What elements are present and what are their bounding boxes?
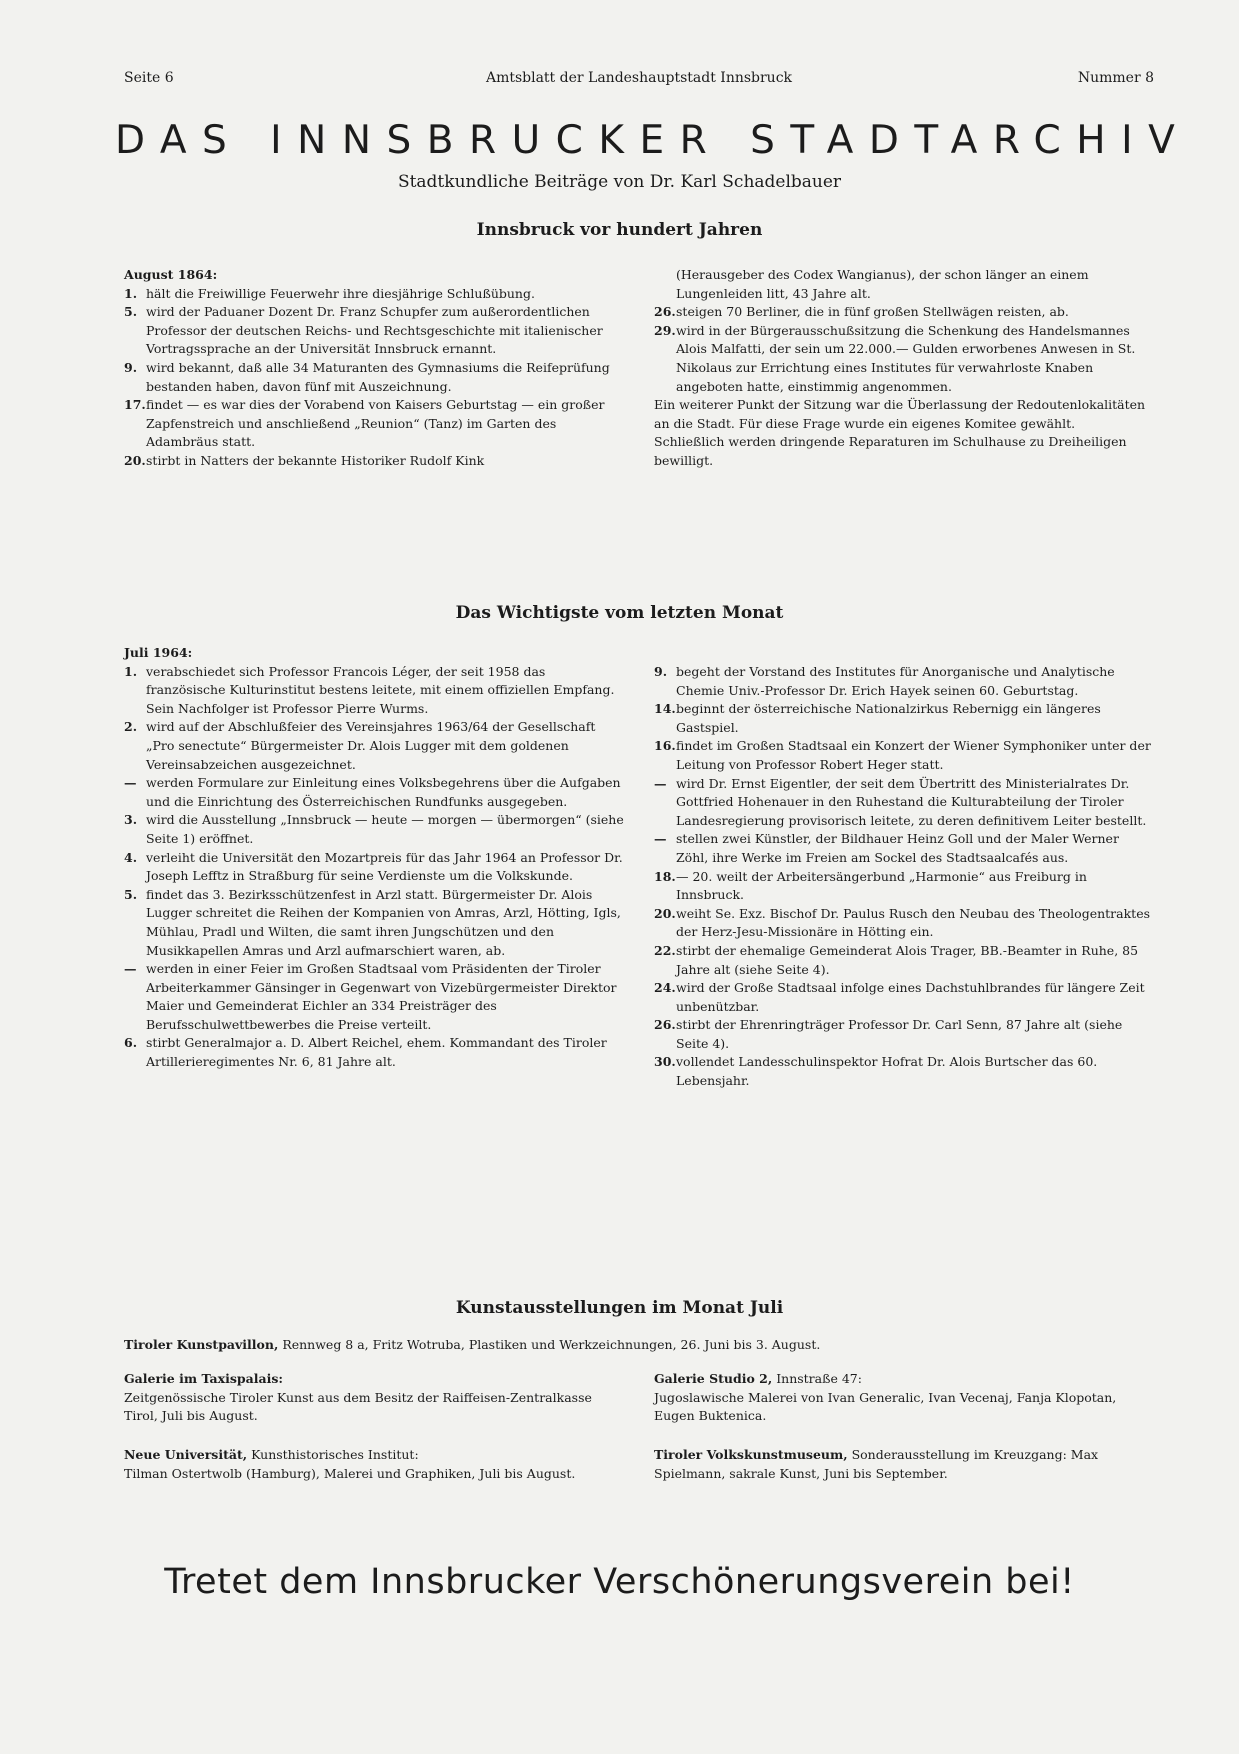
entry-text: findet — es war dies der Vorabend von Kaisers Geburtstag — ein großer Zapfenstreich und anschließend „Reunion“ (Tanz) im Garten des Adambräus statt.: [146, 397, 605, 450]
exhibition-text: Tilman Ostertwolb (Hamburg), Malerei und Graphiken, Juli bis August.: [124, 1465, 576, 1481]
chronicle-entry: [124, 663, 624, 719]
exhibition-volkskunstmuseum: [654, 1446, 1154, 1483]
exhibition-name: Tiroler Kunstpavillon,: [124, 1337, 279, 1352]
entry-text: — 20. weilt der Arbeitersängerbund „Harmonie“ aus Freiburg in Innsbruck.: [676, 868, 1087, 903]
entry-text: wird bekannt, daß alle 34 Maturanten des Gymnasiums die Reifeprüfung bestanden haben, davon fünf mit Auszeichnung.: [146, 359, 610, 394]
entry-day: 9.: [124, 359, 138, 375]
entry-text: begeht der Vorstand des Institutes für Anorganische und Analytische Chemie Univ.-Professor Dr. Erich Hayek seinen 60. Geburtstag.: [676, 664, 1115, 698]
chronicle-entry: [654, 830, 1154, 867]
chronicle-entry: [654, 737, 1154, 774]
entry-day: —: [654, 831, 667, 847]
entry-day: 5.: [124, 886, 138, 902]
entry-text: findet im Großen Stadtsaal ein Konzert der Wiener Symphoniker unter der Leitung von Professor Robert Heger statt.: [676, 738, 1151, 772]
entry-day: 14.: [654, 701, 676, 717]
exhibition-name: Galerie Studio 2,: [654, 1371, 773, 1386]
chronicle-entry: [654, 700, 1154, 737]
exhibition-studio2: [654, 1370, 1154, 1426]
entry-text: stirbt in Natters der bekannte Historiker Rudolf Kink: [146, 452, 485, 468]
chronicle-entry: [654, 322, 1154, 396]
exhibition-location: Innstraße 47:: [772, 1371, 862, 1386]
chronicle-entry: [124, 774, 624, 811]
chronicle-entry: [654, 1016, 1154, 1053]
entry-text: wird die Ausstellung „Innsbruck — heute — morgen — übermorgen“ (siehe Seite 1) eröffnet.: [146, 812, 624, 846]
entry-day: 5.: [124, 304, 138, 320]
entry-text: steigen 70 Berliner, die in fünf großen Stellwägen reisten, ab.: [676, 304, 1069, 320]
entry-day: 20.: [124, 452, 146, 468]
exhibition-taxispalais: [124, 1370, 624, 1426]
section-heading-exhibitions: Kunstausstellungen im Monat Juli: [455, 1298, 784, 1318]
entry-text: stirbt der Ehrenringträger Professor Dr. Carl Senn, 87 Jahre alt (siehe Seite 4).: [676, 1017, 1123, 1051]
entry-day: 24.: [654, 980, 676, 996]
entry-text: werden in einer Feier im Großen Stadtsaal vom Präsidenten der Tiroler Arbeiterkammer Gänsinger in Gegenwart von Vizebürgermeister Direktor Maier und Gemeinderat Eichler an 334 Preisträger des Berufsschulwettbewerbes die Preise verteilt.: [146, 961, 617, 1032]
chronicle-entry: [124, 960, 624, 1034]
entry-day: 17.: [124, 397, 146, 413]
entry-day: 26.: [654, 1017, 676, 1033]
issue-number: Nummer 8: [1077, 70, 1154, 86]
chronicle-entry: [654, 266, 1154, 303]
entry-text: wird auf der Abschlußfeier des Vereinsjahres 1963/64 der Gesellschaft „Pro senectute“ Bürgermeister Dr. Alois Lugger mit dem goldenen Vereinsabzeichen ausgezeichnet.: [146, 719, 596, 772]
entry-day: 2.: [124, 719, 138, 735]
section2-right-column: [654, 663, 1154, 1091]
entry-text: findet das 3. Bezirksschützenfest in Arzl statt. Bürgermeister Dr. Alois Lugger schreitet die Reihen der Kompanien von Amras, Arzl, Hötting, Igls, Mühlau, Pradl und Wilten, die samt ihren Jungschützen und den Musikkapellen Amras und Arzl aufmarschiert waren, ab.: [146, 886, 621, 958]
entry-day: 18.: [654, 868, 676, 884]
chronicle-entry: [124, 849, 624, 886]
entry-day: 22.: [654, 942, 676, 958]
entry-day: 30.: [654, 1054, 676, 1070]
entry-day: 1.: [124, 285, 138, 301]
exhibition-kunstpavillon: [124, 1336, 1154, 1355]
entry-day: 29.: [654, 322, 676, 338]
section2-left-column: [124, 644, 624, 1072]
section1-right-column: [654, 266, 1154, 471]
entry-day: 4.: [124, 849, 138, 865]
chronicle-entry: [654, 775, 1154, 831]
entry-day: 16.: [654, 738, 676, 754]
entry-text: wird Dr. Ernst Eigentler, der seit dem Übertritt des Ministerialrates Dr. Gottfried Hohenauer in den Ruhestand die Kulturabteilung der Tiroler Landesregierung provisorisch leitete, zu deren definitivem Leiter bestellt.: [676, 775, 1147, 828]
chronicle-entry: [654, 942, 1154, 979]
entry-text: werden Formulare zur Einleitung eines Volksbegehrens über die Aufgaben und die Einrichtung des Österreichischen Rundfunks ausgegeben.: [146, 775, 621, 809]
section2-right-entries: [654, 663, 1154, 1091]
exhibition-name: Tiroler Volkskunstmuseum,: [654, 1447, 848, 1462]
chronicle-entry: [124, 396, 624, 452]
section1-month-label: August 1864:: [124, 267, 218, 282]
entry-day: 20.: [654, 905, 676, 921]
chronicle-entry: [654, 663, 1154, 700]
page-number: Seite 6: [124, 70, 174, 86]
entry-text: wird der Paduaner Dozent Dr. Franz Schupfer zum außerordentlichen Professor der deutschen Reichs- und Rechtsgeschichte mit italienischer Vortragssprache an der Universität Innsbruck ernannt.: [146, 304, 603, 357]
publication-name: Amtsblatt der Landeshauptstadt Innsbruck: [485, 70, 793, 86]
entry-text: stellen zwei Künstler, der Bildhauer Heinz Goll und der Maler Werner Zöhl, ihre Werke im Freien am Sockel des Stadtsaalcafés aus.: [676, 831, 1119, 865]
chronicle-entry: [124, 811, 624, 848]
footer-slogan: Tretet dem Innsbrucker Verschönerungsverein bei!: [164, 1562, 1075, 1602]
chronicle-entry: [124, 285, 624, 304]
chronicle-entry: [124, 886, 624, 960]
exhibition-text: Jugoslawische Malerei von Ivan Generalic, Ivan Vecenaj, Fanja Klopotan, Eugen Buktenica.: [654, 1389, 1117, 1424]
exhibition-name: Neue Universität,: [124, 1447, 248, 1462]
chronicle-entry: [654, 979, 1154, 1016]
exhibition-text: Zeitgenössische Tiroler Kunst aus dem Besitz der Raiffeisen-Zentralkasse Tirol, Juli bis August.: [124, 1389, 592, 1424]
entry-text: verabschiedet sich Professor Francois Léger, der seit 1958 das französische Kulturinstitut bestens leitete, mit einem offiziellen Empfang. Sein Nachfolger ist Professor Pierre Wurms.: [146, 663, 615, 716]
section1-left-entries: [124, 285, 624, 471]
section1-paragraph: Ein weiterer Punkt der Sitzung war die Überlassung der Redoutenlokalitäten an die Stadt. Für diese Frage wurde ein eigenes Komitee gewählt.: [654, 397, 1146, 431]
chronicle-entry: [654, 303, 1154, 322]
chronicle-entry: [124, 303, 624, 359]
chronicle-entry: [124, 1034, 624, 1071]
section2-left-entries: [124, 663, 624, 1072]
chronicle-entry: [654, 905, 1154, 942]
section1-right-entries: [654, 266, 1154, 396]
chronicle-entry: [654, 868, 1154, 905]
page-title: DAS INNSBRUCKER STADTARCHIV: [115, 118, 1191, 163]
exhibition-name: Galerie im Taxispalais:: [124, 1371, 283, 1386]
entry-text: stirbt der ehemalige Gemeinderat Alois Trager, BB.-Beamter in Ruhe, 85 Jahre alt (siehe Seite 4).: [676, 942, 1139, 977]
entry-text: beginnt der österreichische Nationalzirkus Rebernigg ein längeres Gastspiel.: [676, 701, 1101, 735]
entry-text: (Herausgeber des Codex Wangianus), der schon länger an einem Lungenleiden litt, 43 Jahre alt.: [676, 267, 1089, 301]
entry-day: —: [124, 775, 137, 791]
entry-text: hält die Freiwillige Feuerwehr ihre diesjährige Schlußübung.: [146, 285, 535, 301]
exhibition-text: Rennweg 8 a, Fritz Wotruba, Plastiken und Werkzeichnungen, 26. Juni bis 3. August.: [282, 1337, 821, 1352]
entry-day: —: [124, 961, 137, 977]
section2-month-label: Juli 1964:: [124, 645, 193, 660]
section-heading-last-month: Das Wichtigste vom letzten Monat: [455, 603, 784, 623]
chronicle-entry: [124, 359, 624, 396]
entry-text: weiht Se. Exz. Bischof Dr. Paulus Rusch den Neubau des Theologentraktes der Herz-Jesu-Missionäre in Hötting ein.: [676, 905, 1151, 940]
section1-left-column: [124, 266, 624, 471]
entry-day: 6.: [124, 1035, 138, 1051]
entry-day: 26.: [654, 304, 676, 320]
entry-text: stirbt Generalmajor a. D. Albert Reichel, ehem. Kommandant des Tiroler Artillerieregimentes Nr. 6, 81 Jahre alt.: [146, 1035, 607, 1070]
chronicle-entry: [654, 1053, 1154, 1090]
chronicle-entry: [124, 452, 624, 471]
exhibition-neue-universitaet: [124, 1446, 624, 1483]
entry-day: 9.: [654, 664, 668, 679]
page-subtitle: Stadtkundliche Beiträge von Dr. Karl Schadelbauer: [397, 172, 842, 192]
chronicle-entry: [124, 718, 624, 774]
entry-text: verleiht die Universität den Mozartpreis für das Jahr 1964 an Professor Dr. Joseph Lefftz in Straßburg für seine Verdienste um die Volkskunde.: [146, 849, 623, 884]
entry-day: —: [654, 775, 667, 791]
entry-text: wird der Große Stadtsaal infolge eines Dachstuhlbrandes für längere Zeit unbenützbar.: [676, 980, 1145, 1014]
exhibition-text: Sonderausstellung im Kreuzgang: Max Spielmann, sakrale Kunst, Juni bis September.: [654, 1447, 1099, 1481]
section-heading-hundred-years: Innsbruck vor hundert Jahren: [476, 220, 763, 240]
entry-day: 3.: [124, 812, 138, 828]
entry-day: 1.: [124, 663, 138, 679]
section1-paragraph: Schließlich werden dringende Reparaturen im Schulhause zu Dreiheiligen bewilligt.: [654, 434, 1127, 468]
entry-text: wird in der Bürgerausschußsitzung die Schenkung des Handelsmannes Alois Malfatti, der sein um 22.000.— Gulden erworbenes Anwesen in St. Nikolaus zur Errichtung eines Institutes für verwahrloste Knaben angeboten hatte, einstimmig angenommen.: [676, 322, 1136, 394]
entry-text: vollendet Landesschulinspektor Hofrat Dr. Alois Burtscher das 60. Lebensjahr.: [676, 1054, 1098, 1089]
exhibition-location: Kunsthistorisches Institut:: [247, 1447, 419, 1462]
